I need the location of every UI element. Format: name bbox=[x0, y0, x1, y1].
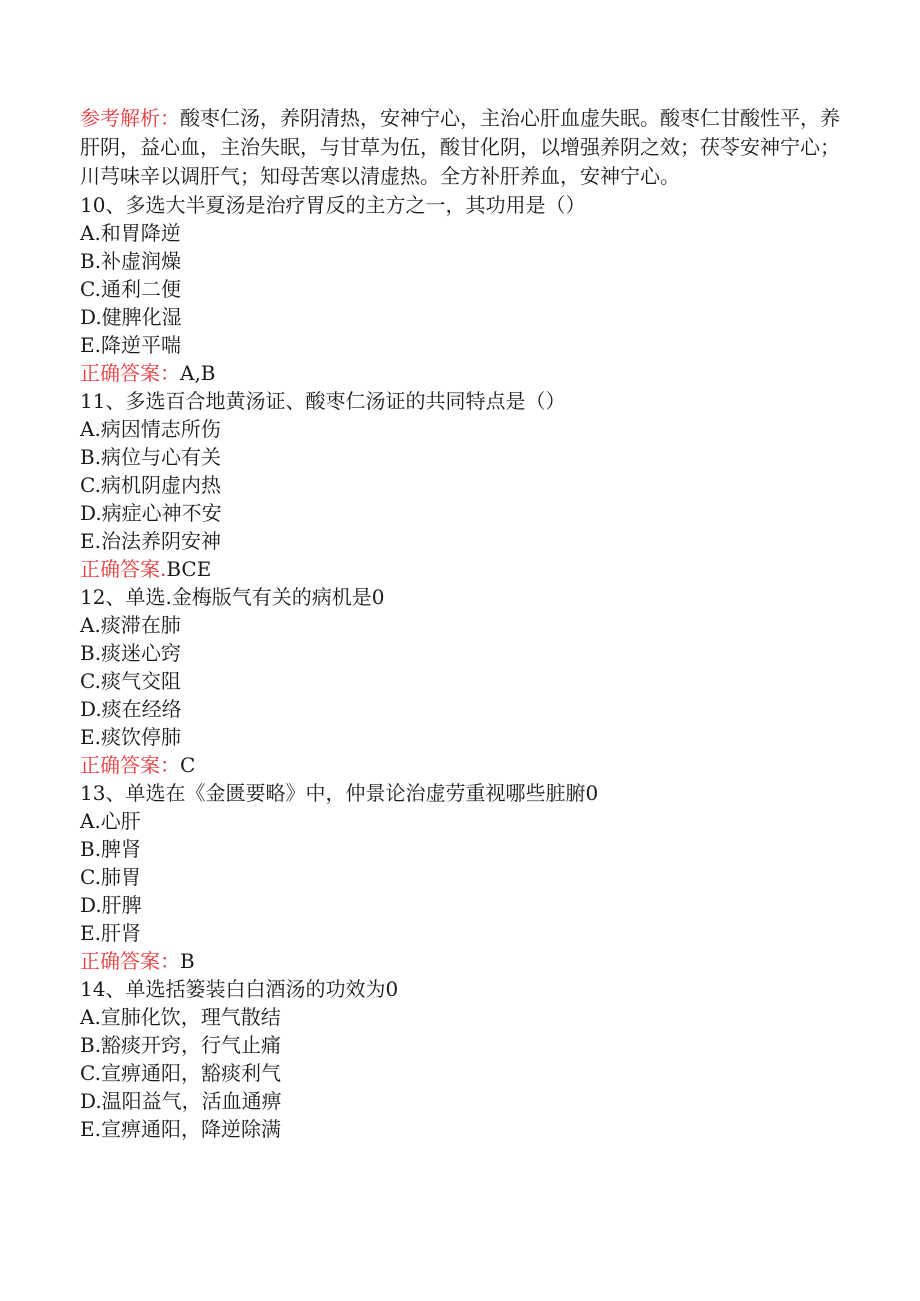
answer-option: E.痰饮停肺 bbox=[80, 725, 181, 749]
correct-answer-label: 正确答案： bbox=[80, 753, 180, 777]
answer-option: D.病症心神不安 bbox=[80, 501, 222, 525]
answer-option: B.病位与心有关 bbox=[80, 445, 222, 469]
explanation-text: 酸枣仁汤，养阴清热，安神宁心，主治心肝血虚失眠。酸枣仁甘酸性平，养肝阴，益心血，主治失眠，与甘草为伍，酸甘化阴，以增强养阴之效；茯苓安神宁心；川芎味辛以调肝气；知母苦寒以清虚热。全方补肝养血，安神宁心。 bbox=[80, 106, 840, 188]
answer-option: B.痰迷心窍 bbox=[80, 641, 182, 665]
answer-option: A.和胃降逆 bbox=[80, 221, 181, 245]
document-page bbox=[80, 104, 840, 1143]
question-list bbox=[80, 191, 840, 1143]
question-stem: 13、单选在《金匮要略》中，仲景论治虚劳重视哪些脏腑0 bbox=[80, 781, 599, 805]
question-stem: 12、单选.金梅版气有关的病机是0 bbox=[80, 585, 385, 609]
answer-option: E.肝肾 bbox=[80, 921, 141, 945]
answer-option: C.通利二便 bbox=[80, 277, 181, 301]
answer-option: B.豁痰开窍，行气止痛 bbox=[80, 1033, 282, 1057]
answer-option: E.治法养阴安神 bbox=[80, 529, 221, 553]
answer-option: E.宣痹通阳，降逆除满 bbox=[80, 1117, 281, 1141]
answer-option: C.宣痹通阳，豁痰利气 bbox=[80, 1061, 281, 1085]
answer-option: E.降逆平喘 bbox=[80, 333, 181, 357]
correct-answer-value: B bbox=[180, 949, 195, 973]
correct-answer-value: C bbox=[180, 753, 196, 777]
question-stem: 14、单选括篓装白白酒汤的功效为0 bbox=[80, 977, 399, 1001]
answer-option: A.病因情志所伤 bbox=[80, 417, 221, 441]
answer-option: D.肝脾 bbox=[80, 893, 142, 917]
correct-answer-value: BCE bbox=[166, 557, 212, 581]
answer-option: D.健脾化湿 bbox=[80, 305, 182, 329]
answer-option: D.痰在经络 bbox=[80, 697, 182, 721]
answer-option: C.痰气交阻 bbox=[80, 669, 181, 693]
answer-option: C.病机阴虚内热 bbox=[80, 473, 221, 497]
answer-option: A.痰滞在肺 bbox=[80, 613, 181, 637]
answer-option: C.肺胃 bbox=[80, 865, 141, 889]
explanation-paragraph bbox=[80, 104, 840, 191]
correct-answer bbox=[80, 359, 840, 387]
correct-answer bbox=[80, 947, 840, 975]
correct-answer-label: 正确答案： bbox=[80, 361, 180, 385]
answer-option: A.心肝 bbox=[80, 809, 141, 833]
question-stem: 11、多选百合地黄汤证、酸枣仁汤证的共同特点是（） bbox=[80, 389, 566, 413]
correct-answer-value: A,B bbox=[180, 361, 216, 385]
question-stem: 10、多选大半夏汤是治疗胃反的主方之一，其功用是（） bbox=[80, 193, 586, 217]
correct-answer-label: 正确答案： bbox=[80, 949, 180, 973]
explanation-label: 参考解析： bbox=[80, 106, 180, 130]
answer-option: A.宣肺化饮，理气散结 bbox=[80, 1005, 281, 1029]
correct-answer bbox=[80, 751, 840, 779]
answer-option: D.温阳益气，活血通痹 bbox=[80, 1089, 282, 1113]
correct-answer-label: 正确答案. bbox=[80, 557, 167, 581]
answer-option: B.补虚润燥 bbox=[80, 249, 182, 273]
correct-answer bbox=[80, 555, 840, 583]
answer-option: B.脾肾 bbox=[80, 837, 142, 861]
